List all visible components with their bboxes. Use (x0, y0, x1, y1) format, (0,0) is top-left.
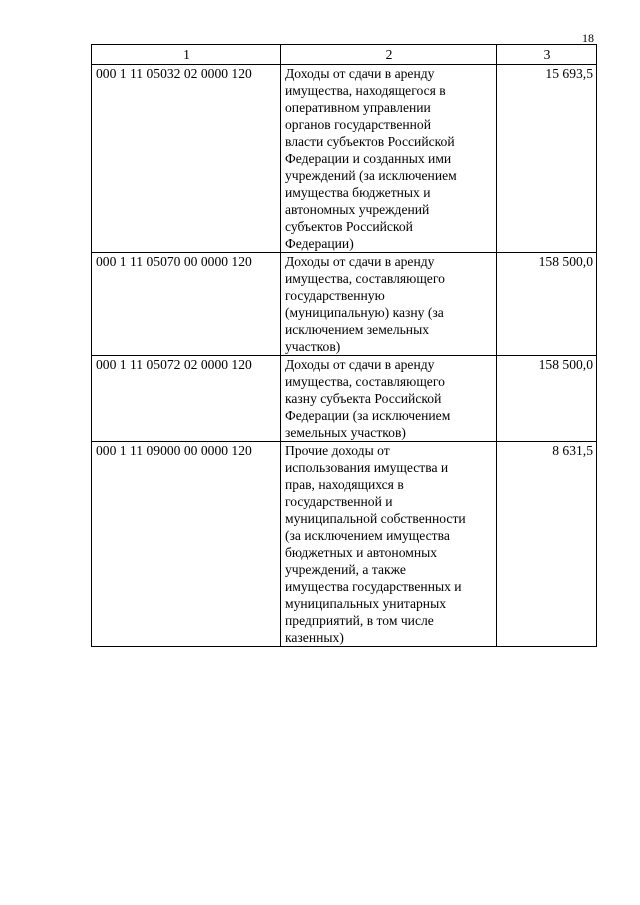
revenue-name-line: земельных участков) (285, 425, 406, 440)
table-row (92, 253, 597, 356)
budget-code-cell: 000 1 11 05072 02 0000 120 (92, 356, 281, 442)
revenue-name-line: государственную (285, 288, 385, 303)
revenue-name-cell (281, 356, 497, 442)
page-number: 18 (582, 31, 594, 45)
revenue-name-line: учреждений (за исключением (285, 168, 457, 183)
revenue-name-line: предприятий, в том числе (285, 613, 434, 628)
budget-code-cell: 000 1 11 05070 00 0000 120 (92, 253, 281, 356)
table-row (92, 356, 597, 442)
header-col-2: 2 (281, 45, 497, 65)
amount-cell: 15 693,5 (497, 65, 597, 253)
revenue-name-line: имущества, составляющего (285, 271, 445, 286)
revenue-name-line: имущества, находящегося в (285, 83, 446, 98)
header-col-3: 3 (497, 45, 597, 65)
revenue-name-cell (281, 65, 497, 253)
revenue-name-line: государственной и (285, 494, 393, 509)
revenue-name-line: (за исключением имущества (285, 528, 450, 543)
revenue-name-line: имущества бюджетных и (285, 185, 431, 200)
revenue-name-cell (281, 253, 497, 356)
table-row (92, 65, 597, 253)
revenue-name-line: Федерации и созданных ими (285, 151, 452, 166)
revenue-name-line: муниципальных унитарных (285, 596, 447, 611)
revenue-name-line: исключением земельных (285, 322, 430, 337)
revenue-name-line: автономных учреждений (285, 202, 430, 217)
revenue-name-line: Федерации (за исключением (285, 408, 451, 423)
revenue-name-line: Доходы от сдачи в аренду (285, 357, 435, 372)
budget-code-cell: 000 1 11 09000 00 0000 120 (92, 442, 281, 647)
revenue-name-line: участков) (285, 339, 341, 354)
table-row (92, 442, 597, 647)
table-body (92, 65, 597, 647)
revenue-name-line: власти субъектов Российской (285, 134, 455, 149)
revenue-name-cell (281, 442, 497, 647)
revenue-name-line: (муниципальную) казну (за (285, 305, 444, 320)
budget-code-cell: 000 1 11 05032 02 0000 120 (92, 65, 281, 253)
table-header (92, 45, 597, 65)
revenue-name-line: бюджетных и автономных (285, 545, 438, 560)
revenue-name-line: органов государственной (285, 117, 431, 132)
revenue-name-line: учреждений, а также (285, 562, 406, 577)
revenue-name-line: оперативном управлении (285, 100, 431, 115)
amount-cell: 158 500,0 (497, 356, 597, 442)
header-col-1: 1 (92, 45, 281, 65)
revenue-table (91, 44, 597, 647)
amount-cell: 158 500,0 (497, 253, 597, 356)
header-row (92, 45, 597, 65)
revenue-name-line: имущества, составляющего (285, 374, 445, 389)
revenue-name-line: Доходы от сдачи в аренду (285, 66, 435, 81)
revenue-name-line: муниципальной собственности (285, 511, 466, 526)
revenue-name-line: казну субъекта Российской (285, 391, 442, 406)
revenue-name-line: имущества государственных и (285, 579, 462, 594)
revenue-name-line: Федерации) (285, 236, 354, 251)
revenue-name-line: использования имущества и (285, 460, 449, 475)
revenue-name-line: субъектов Российской (285, 219, 413, 234)
revenue-name-line: прав, находящихся в (285, 477, 404, 492)
revenue-name-line: Доходы от сдачи в аренду (285, 254, 435, 269)
revenue-name-line: казенных) (285, 630, 344, 645)
revenue-name-line: Прочие доходы от (285, 443, 390, 458)
amount-cell: 8 631,5 (497, 442, 597, 647)
